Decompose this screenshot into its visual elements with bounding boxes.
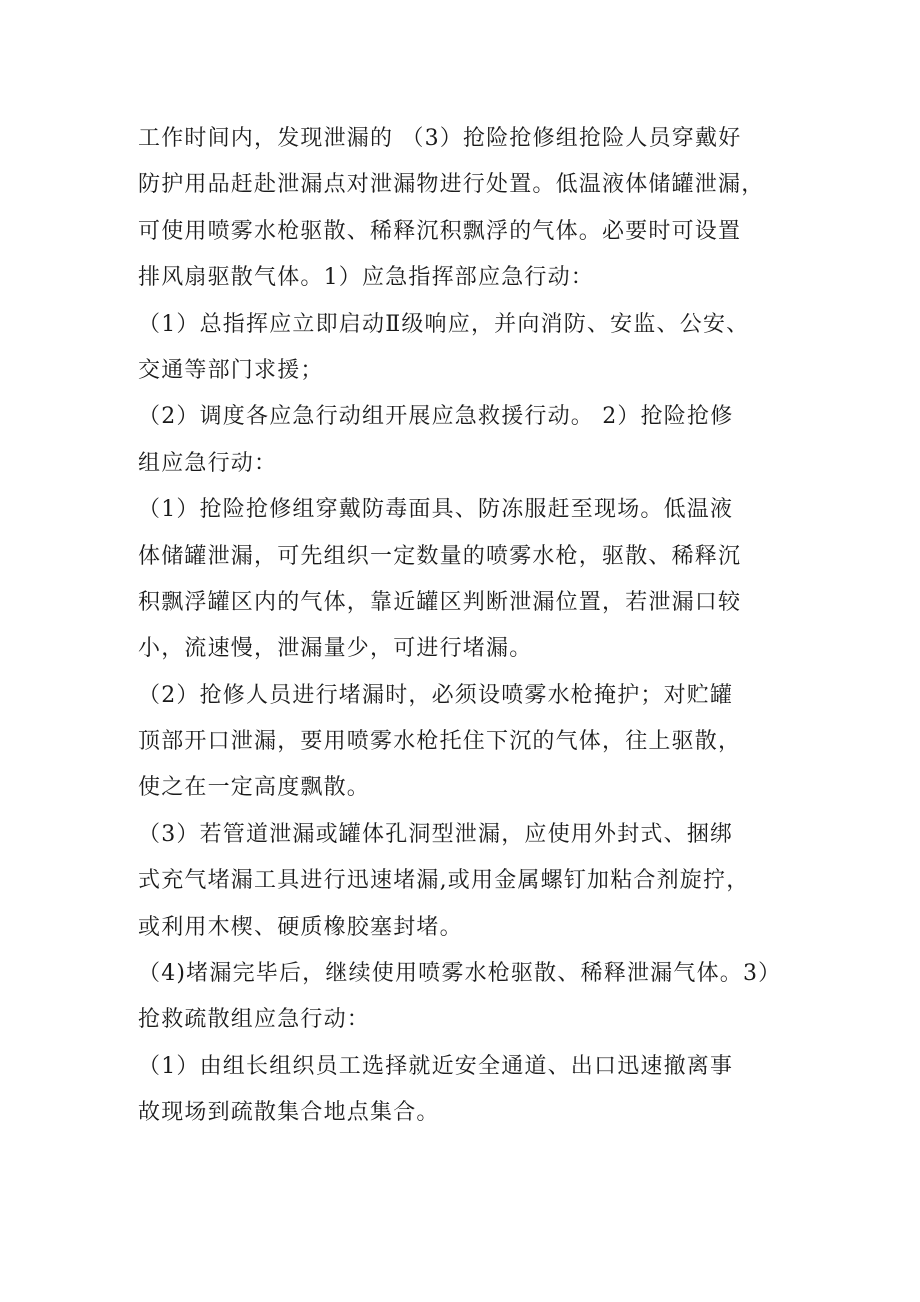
text-line-3: 可使用喷雾水枪驱散、稀释沉积飘浮的气体。必要时可设置 — [138, 218, 742, 244]
text-line-14: 顶部开口泄漏，要用喷雾水枪托住下沉的气体，往上驱散， — [138, 729, 742, 755]
text-line-21: （1）由组长组织员工选择就近安全通道、出口迅速撤离事 — [138, 1053, 734, 1079]
text-line-10: 体储罐泄漏，可先组织一定数量的喷雾水枪，驱散、稀释沉 — [138, 543, 742, 569]
text-line-11: 积飘浮罐区内的气体，靠近罐区判断泄漏位置，若泄漏口较 — [138, 589, 742, 615]
text-line-15: 使之在一定高度飘散。 — [138, 775, 371, 801]
text-line-12: 小，流速慢，泄漏量少，可进行堵漏。 — [138, 636, 533, 662]
text-line-9: （1）抢险抢修组穿戴防毒面具、防冻服赶至现场。低温液 — [138, 497, 734, 523]
text-line-17: 式充气堵漏工具进行迅速堵漏,或用金属螺钉加粘合剂旋拧， — [138, 868, 750, 894]
text-line-2: 防护用品赶赴泄漏点对泄漏物进行处置。低温液体储罐泄漏， — [138, 172, 765, 198]
text-line-22: 故现场到疏散集合地点集合。 — [138, 1100, 440, 1126]
document-body — [138, 116, 818, 1137]
text-line-18: 或利用木楔、硬质橡胶塞封堵。 — [138, 914, 463, 940]
text-line-8: 组应急行动： — [138, 450, 278, 476]
text-line-4: 排风扇驱散气体。1）应急指挥部应急行动： — [138, 265, 594, 291]
text-line-7: （2）调度各应急行动组开展应急救援行动。 2）抢险抢修 — [138, 404, 734, 430]
text-line-1: 工作时间内，发现泄漏的 （3）抢险抢修组抢险人员穿戴好 — [138, 126, 742, 151]
text-line-6: 交通等部门求援； — [138, 357, 324, 383]
text-line-16: （3）若管道泄漏或罐体孔洞型泄漏，应使用外封式、捆绑 — [138, 821, 734, 847]
text-line-19: （4)堵漏完毕后，继续使用喷雾水枪驱散、稀释泄漏气体。3） — [138, 961, 782, 987]
text-line-13: （2）抢修人员进行堵漏时，必须设喷雾水枪掩护；对贮罐 — [138, 682, 734, 708]
text-line-20: 抢救疏散组应急行动： — [138, 1007, 371, 1033]
text-line-5: （1）总指挥应立即启动Ⅱ级响应，并向消防、安监、公安、 — [138, 311, 750, 337]
